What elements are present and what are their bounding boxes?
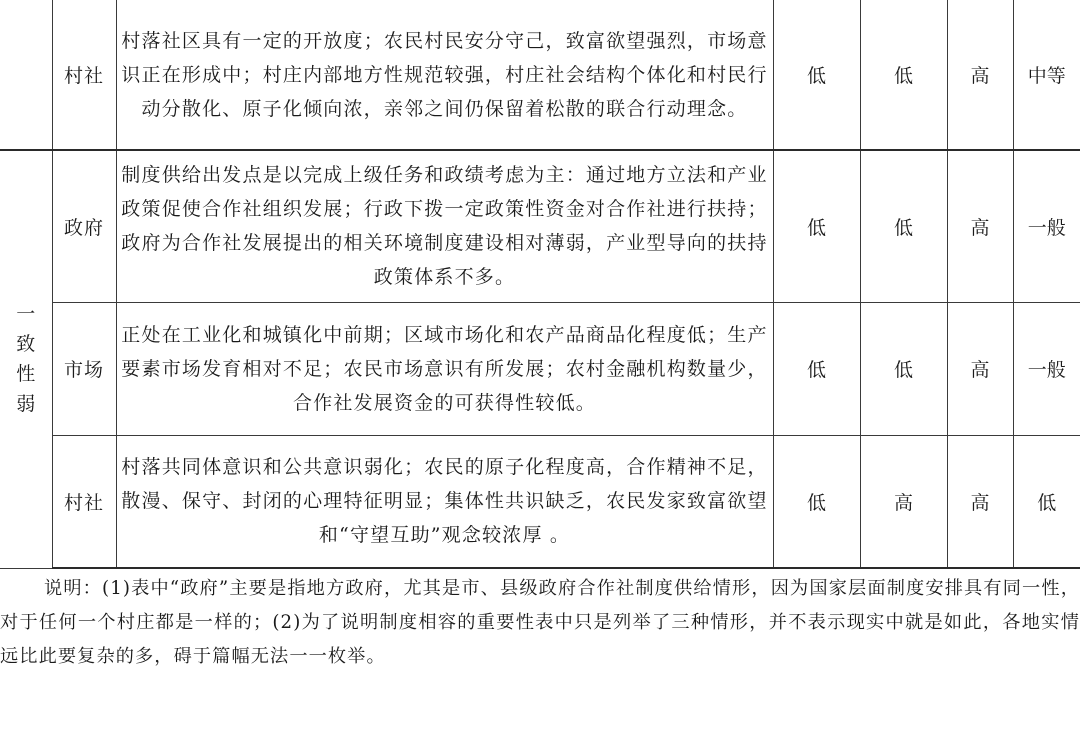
group-label: 一致性弱 [16,303,36,416]
table-row [0,435,1080,568]
rating-cell: 低 [773,435,860,568]
rating-cell: 高 [947,302,1013,435]
rating-cell: 高 [947,150,1013,302]
rating-cell: 高 [947,0,1013,150]
previous-group-cell [0,0,52,150]
table-notes [0,572,1080,674]
rating-cell: 一般 [1013,302,1080,435]
rating-cell: 低 [860,0,947,150]
actor-cell: 政府 [52,150,116,302]
rating-cell: 低 [860,302,947,435]
rating-cell: 低 [773,150,860,302]
group-cell [0,150,52,568]
description-cell: 村落共同体意识和公共意识弱化；农民的原子化程度高，合作精神不足，散漫、保守、封闭的心理特征明显；集体性共识缺乏，农民发家致富欲望和“守望互助”观念较浓厚 。 [116,435,773,568]
rating-cell: 高 [860,435,947,568]
table-row [0,302,1080,435]
table-row [0,150,1080,302]
description-cell: 村落社区具有一定的开放度；农民村民安分守己，致富欲望强烈，市场意识正在形成中；村庄内部地方性规范较强，村庄社会结构个体化和村民行动分散化、原子化倾向浓，亲邻之间仍保留着松散的联合行动理念。 [116,0,773,150]
rating-cell: 低 [773,302,860,435]
actor-cell: 村社 [52,435,116,568]
description-cell: 制度供给出发点是以完成上级任务和政绩考虑为主：通过地方立法和产业政策促使合作社组织发展；行政下拨一定政策性资金对合作社进行扶持；政府为合作社发展提出的相关环境制度建设相对薄弱，产业型导向的扶持政策体系不多。 [116,150,773,302]
rating-cell: 低 [773,0,860,150]
rating-cell: 低 [860,150,947,302]
notes-paragraph: 说明：(1)表中“政府”主要是指地方政府，尤其是市、县级政府合作社制度供给情形，因为国家层面制度安排具有同一性，对于任何一个村庄都是一样的；(2)为了说明制度相容的重要性表中只是列举了三种情形，并不表示现实中就是如此，各地实情远比此要复杂的多，碍于篇幅无法一一枚举。 [0,578,1080,667]
actor-cell: 市场 [52,302,116,435]
rating-cell: 中等 [1013,0,1080,150]
rating-cell: 高 [947,435,1013,568]
table-row [0,0,1080,150]
rating-cell: 一般 [1013,150,1080,302]
actor-cell: 村社 [52,0,116,150]
description-cell: 正处在工业化和城镇化中前期；区域市场化和农产品商品化程度低；生产要素市场发育相对不足；农民市场意识有所发展；农村金融机构数量少，合作社发展资金的可获得性较低。 [116,302,773,435]
rating-cell: 低 [1013,435,1080,568]
